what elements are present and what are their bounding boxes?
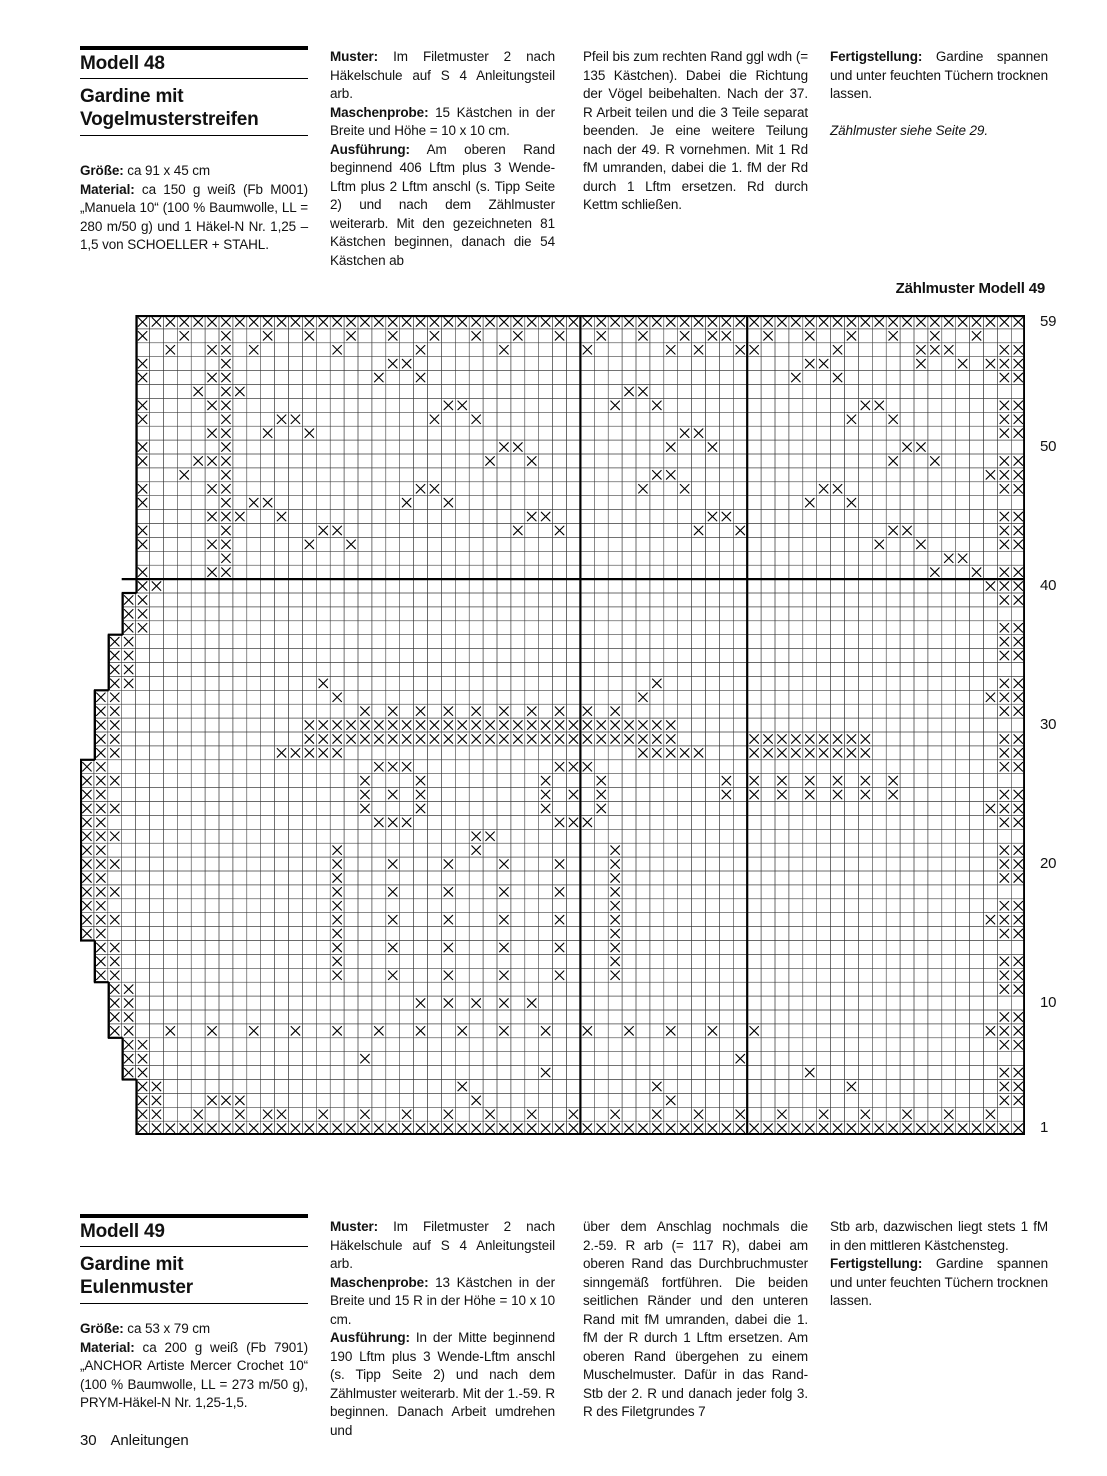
chart-title: Zählmuster Modell 49 xyxy=(895,280,1045,297)
chart-row-label-1: 1 xyxy=(1040,1119,1049,1136)
model48-material-value: ca 150 g weiß (Fb M001) „Manuela 10“ (100 % Baumwolle, LL = 280 m/50 g) und 1 Häkel-N Nr. 1,25 – 1,5 von SCHOELLER + STAHL. xyxy=(80,181,308,252)
model48-chart-reference-note xyxy=(830,122,1048,141)
model49-subtitle-line2: Eulenmuster xyxy=(80,1277,193,1298)
maschenprobe-text: 15 Kästchen in der Breite und Höhe = 10 x 10 cm. xyxy=(330,104,555,138)
maschenprobe-label: Maschenprobe: xyxy=(330,104,429,120)
model49-header xyxy=(80,1214,308,1413)
chart-row-label-50: 50 xyxy=(1040,438,1057,455)
model48-continuation-paragraph xyxy=(583,48,808,215)
model48-subtitle-line2: Vogelmusterstreifen xyxy=(80,109,259,130)
model49-material xyxy=(80,1339,308,1413)
model48-column4 xyxy=(830,48,1048,140)
section-name: Anleitungen xyxy=(110,1432,189,1449)
chart-row-label-59: 59 xyxy=(1040,313,1057,330)
model49-column3 xyxy=(583,1218,808,1422)
chart-row-label-30: 30 xyxy=(1040,716,1057,733)
model48-size-value: ca 91 x 45 cm xyxy=(123,163,211,178)
model49-column2 xyxy=(330,1218,555,1440)
model48-column3 xyxy=(583,48,808,215)
muster-text: Im Filetmuster 2 nach Häkelschule auf S 4 Anleitungsteil arb. xyxy=(330,1219,555,1271)
model49-size xyxy=(80,1320,308,1339)
model49-title-rule xyxy=(80,1246,308,1247)
maschenprobe-text: 13 Kästchen in der Breite und 15 R in der Höhe = 10 x 10 cm. xyxy=(330,1274,555,1327)
continuation-text: Pfeil bis zum rechten Rand ggl wdh (= 135 Kästchen). Dabei die Richtung der Vögel beibehalten. Nach der 37. R Arbeit teilen und die 3 Teile separat beenden. Je eine weitere Teilung nach der 49. R vornehmen. Mit 1 Rd fM umranden, dabei die 1. fM der Rd durch 1 Lftm ersetzen. Rd durch Kettm schließen. xyxy=(583,49,808,212)
fertigstellung-label: Fertigstellung: xyxy=(830,1256,923,1271)
page-number: 30 xyxy=(80,1432,97,1449)
model49-subtitle-rule xyxy=(80,1303,308,1304)
model48-fertigstellung-paragraph xyxy=(830,48,1048,104)
fertigstellung-text: Gardine spannen und unter feuchten Tüchern trocknen lassen. xyxy=(830,1256,1048,1308)
fertigstellung-text: Gardine spannen und unter feuchten Tüchern trocknen lassen. xyxy=(830,49,1048,101)
page-footer xyxy=(80,1432,189,1449)
model49-subtitle-line1: Gardine mit xyxy=(80,1254,184,1275)
ausfuehrung-text: In der Mitte beginnend 190 Lftm plus 3 Wende-Lftm anschl (s. Tipp Seite 2) und nach dem Zählmuster weiterarb. Mit der 1.-59. R beginnen. Danach Arbeit umdrehen und xyxy=(330,1330,555,1438)
model48-material xyxy=(80,181,308,255)
model48-subtitle-line1: Gardine mit xyxy=(80,86,184,107)
fertigstellung-label: Fertigstellung: xyxy=(830,49,923,64)
model49-ausfuehrung-paragraph xyxy=(330,1329,555,1440)
model48-material-label: Material: xyxy=(80,181,135,197)
model48-subtitle-rule xyxy=(80,135,308,136)
model48-size-label: Größe: xyxy=(80,163,124,178)
muster-label: Muster: xyxy=(330,49,379,64)
chart-row-label-40: 40 xyxy=(1040,577,1057,594)
chart-row-label-20: 20 xyxy=(1040,855,1057,872)
model48-header xyxy=(80,46,308,255)
model49-title: Modell 49 xyxy=(80,1221,165,1242)
crochet-chart xyxy=(80,315,1025,1135)
model49-size-label: Größe: xyxy=(80,1321,124,1336)
model48-maschenprobe-paragraph xyxy=(330,104,555,141)
muster-label: Muster: xyxy=(330,1219,379,1234)
model48-muster-paragraph xyxy=(330,48,555,104)
model48-title: Modell 48 xyxy=(80,53,165,74)
model49-material-value: ca 200 g weiß (Fb 7901) „ANCHOR Artiste Mercer Crochet 10“ (100 % Baumwolle, LL = 273 m/50 g), PRYM-Häkel-N Nr. 1,25-1,5. xyxy=(80,1339,308,1410)
model49-continuation-paragraph xyxy=(583,1218,808,1422)
model49-column4 xyxy=(830,1218,1048,1311)
model49-size-value: ca 53 x 79 cm xyxy=(123,1321,211,1336)
ausfuehrung-label: Ausführung: xyxy=(330,141,410,157)
chart-reference-text: Zählmuster siehe Seite 29. xyxy=(830,122,988,138)
continuation-text: über dem Anschlag nochmals die 2.-59. R arb (= 117 R), dabei am oberen Rand das Durchbruchmuster sinngemäß fortführen. Die beiden seitlichen Ränder und den unteren Rand mit fM umranden, dabei die 1. fM der R durch 1 Lftm ersetzen. Am oberen Rand übergehen zu einem Muschelmuster. Dafür in das Rand-Stb der 2. R und danach jeder folg 3. R des Filetgrundes 7 xyxy=(583,1219,808,1419)
maschenprobe-label: Maschenprobe: xyxy=(330,1274,429,1290)
model49-maschenprobe-paragraph xyxy=(330,1274,555,1330)
model49-muster-paragraph xyxy=(330,1218,555,1274)
model48-ausfuehrung-paragraph xyxy=(330,141,555,271)
muster-text: Im Filetmuster 2 nach Häkelschule auf S 4 Anleitungsteil arb. xyxy=(330,49,555,101)
model48-column2 xyxy=(330,48,555,270)
continuation2-text: Stb arb, dazwischen liegt stets 1 fM in den mittleren Kästchensteg. xyxy=(830,1219,1048,1253)
model48-title-rule xyxy=(80,78,308,79)
model48-size xyxy=(80,162,308,181)
chart-row-label-10: 10 xyxy=(1040,994,1057,1011)
model49-continuation2-paragraph xyxy=(830,1218,1048,1255)
model49-material-label: Material: xyxy=(80,1339,135,1355)
ausfuehrung-label: Ausführung: xyxy=(330,1330,410,1345)
model49-fertigstellung-paragraph xyxy=(830,1255,1048,1311)
ausfuehrung-text: Am oberen Rand beginnend 406 Lftm plus 3 Wende-Lftm plus 2 Lftm anschl (s. Tipp Seite 2) und nach dem Zählmuster weiterarb. Mit den gezeichneten 81 Kästchen beginnen, danach die 54 Kästchen ab xyxy=(330,141,555,268)
